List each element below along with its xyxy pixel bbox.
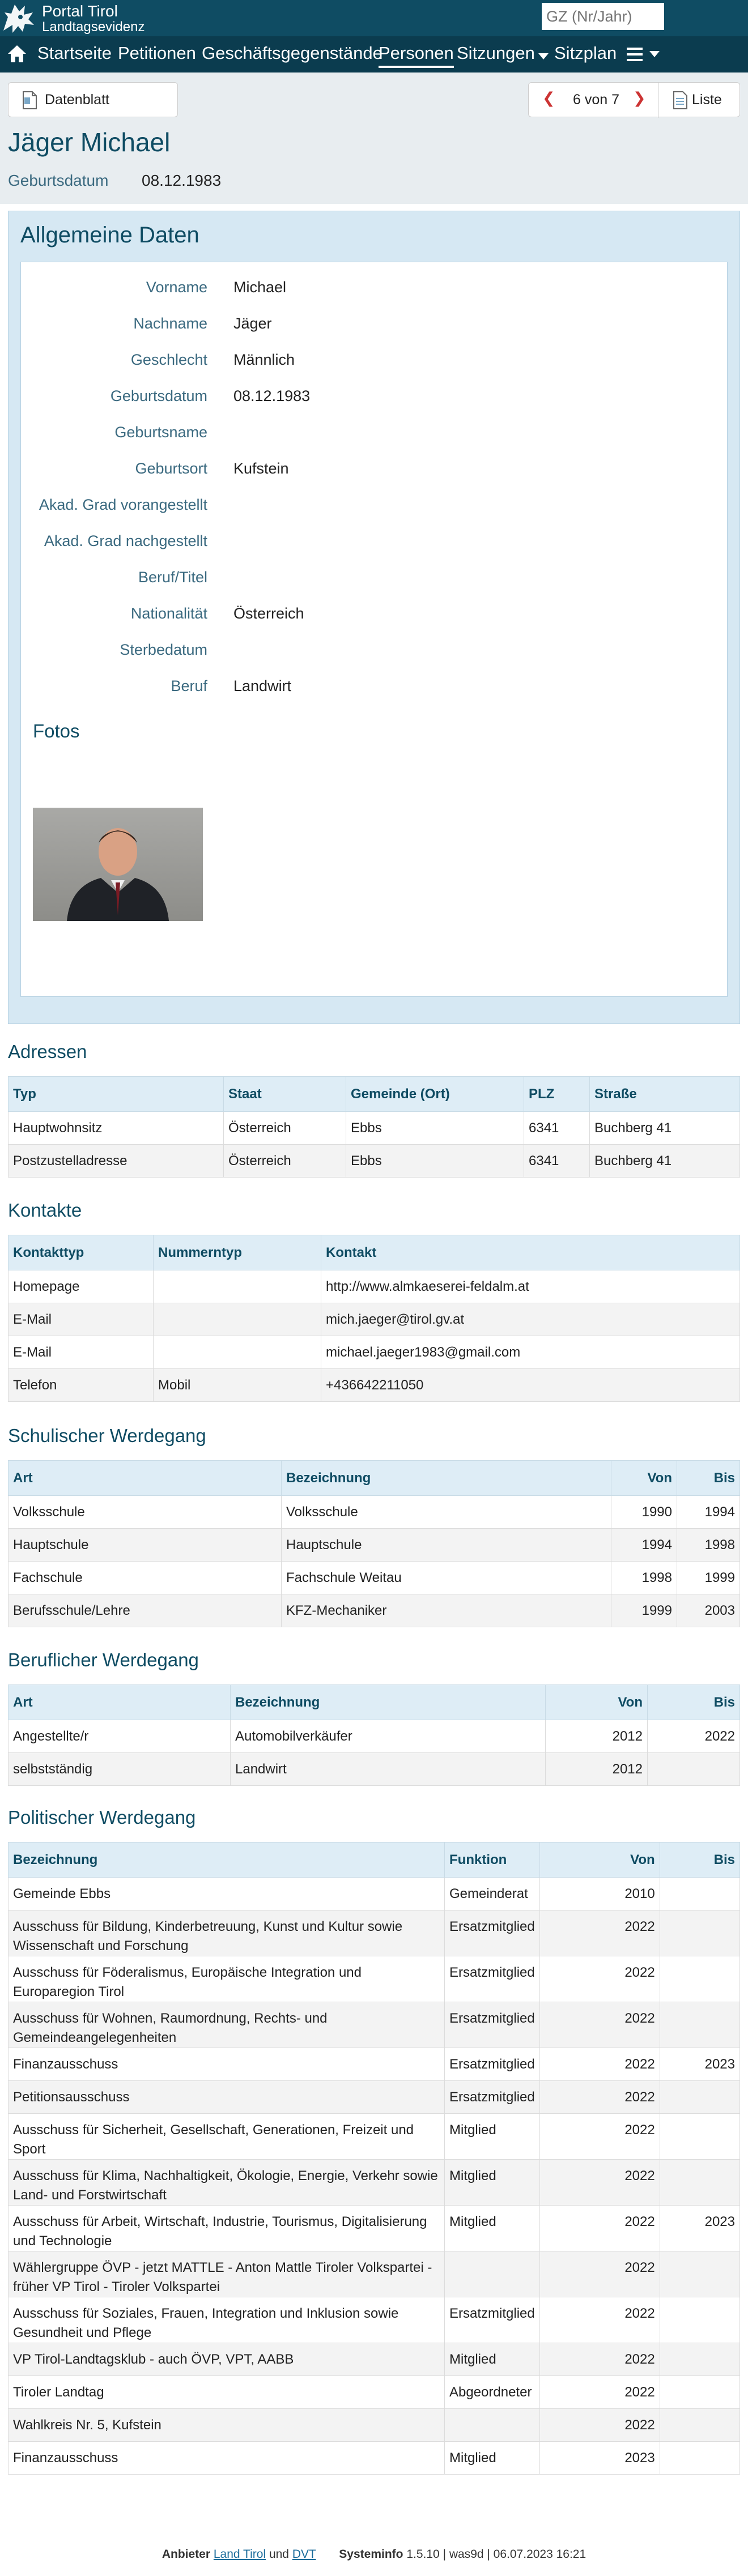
chevron-left-icon[interactable]: ❮ [542, 89, 555, 106]
table-row [8, 1594, 740, 1627]
table-row [8, 1369, 740, 1402]
table-row [8, 1112, 740, 1145]
table-cell [660, 2114, 740, 2160]
table-cell: 2023 [660, 2048, 740, 2081]
table-cell: Volksschule [8, 1496, 282, 1529]
col-header[interactable]: Art [8, 1685, 231, 1720]
table-cell: Mobil [154, 1369, 321, 1402]
table-cell: 6341 [524, 1145, 590, 1178]
person-photo[interactable] [33, 808, 203, 921]
field-value-geburtsort: Kufstein [233, 460, 289, 477]
contact-link[interactable]: michael.jaeger1983@gmail.com [321, 1336, 740, 1369]
table-row [8, 1720, 740, 1753]
col-header[interactable]: Straße [590, 1077, 740, 1112]
brand-title[interactable]: Portal Tirol [42, 2, 118, 20]
table-cell: KFZ-Mechaniker [282, 1594, 611, 1627]
table-cell: Ersatzmitglied [445, 2081, 540, 2114]
field-value-nachname: Jäger [233, 315, 272, 332]
table-row [8, 1753, 740, 1786]
table-cell: Telefon [8, 1369, 154, 1402]
col-header[interactable]: Funktion [445, 1843, 540, 1878]
field-value-geschlecht: Männlich [233, 351, 295, 368]
col-header[interactable]: Von [539, 1843, 660, 1878]
politik-table [8, 1842, 740, 2475]
beruf-table [8, 1684, 740, 1786]
table-cell [660, 2297, 740, 2343]
table-row [8, 2002, 740, 2048]
table-row [8, 1910, 740, 1956]
table-cell: Mitglied [445, 2343, 540, 2376]
table-cell: Gemeinde Ebbs [8, 1878, 445, 1910]
table-cell: 2022 [539, 2081, 660, 2114]
datenblatt-label: Datenblatt [45, 92, 109, 108]
person-name: Jäger Michael [8, 127, 171, 157]
field-value-beruf: Landwirt [233, 677, 292, 694]
table-row [8, 1562, 740, 1594]
table-cell [660, 2343, 740, 2376]
table-cell [660, 2251, 740, 2297]
table-cell: Fachschule Weitau [282, 1562, 611, 1594]
beruf-title: Beruflicher Werdegang [8, 1649, 199, 1670]
nav-sitzplan[interactable]: Sitzplan [554, 43, 617, 63]
table-cell: Hauptschule [282, 1529, 611, 1562]
col-header[interactable]: Bis [648, 1685, 740, 1720]
field-label-nationalitaet: Nationalität [130, 605, 207, 622]
table-cell: 6341 [524, 1112, 590, 1145]
table-cell: 1994 [677, 1496, 740, 1529]
col-header[interactable]: Bezeichnung [8, 1843, 445, 1878]
field-value-nationalitaet: Österreich [233, 605, 304, 622]
table-cell: Mitglied [445, 2206, 540, 2251]
table-cell: Tiroler Landtag [8, 2376, 445, 2409]
field-label-geburtsort: Geburtsort [135, 460, 207, 477]
field-label-beruf: Beruf [171, 677, 207, 694]
table-cell: Volksschule [282, 1496, 611, 1529]
col-header[interactable]: Bezeichnung [282, 1461, 611, 1496]
table-cell: Angestellte/r [8, 1720, 231, 1753]
table-cell: Ersatzmitglied [445, 1910, 540, 1956]
table-cell: Berufsschule/Lehre [8, 1594, 282, 1627]
table-cell: Ersatzmitglied [445, 2048, 540, 2081]
brand-subtitle[interactable]: Landtagsevidenz [42, 19, 145, 35]
fotos-title: Fotos [33, 720, 80, 741]
table-cell: 2012 [546, 1753, 648, 1786]
land-tirol-link[interactable]: Land Tirol [213, 2548, 266, 2561]
nav-sitzungen-label: Sitzungen [457, 43, 535, 63]
field-value-vorname: Michael [233, 279, 287, 296]
table-row [8, 1303, 740, 1336]
chevron-down-icon [649, 51, 660, 57]
table-cell: 2023 [539, 2442, 660, 2475]
table-cell: Landwirt [231, 1753, 546, 1786]
field-label-vorname: Vorname [146, 279, 207, 296]
table-cell: 1994 [611, 1529, 677, 1562]
table-cell: Homepage [8, 1270, 154, 1303]
field-label-akad-grad-vor: Akad. Grad vorangestellt [39, 496, 207, 513]
table-row [8, 2376, 740, 2409]
field-label-geschlecht: Geschlecht [130, 351, 207, 368]
col-header[interactable]: Gemeinde (Ort) [346, 1077, 524, 1112]
pager-count: 6 von 7 [573, 92, 620, 108]
table-cell: Ausschuss für Soziales, Frauen, Integration und Inklusion sowie Gesundheit und Pflege [8, 2297, 445, 2343]
kontakte-table [8, 1235, 740, 1402]
field-label-geburtsdatum: Geburtsdatum [110, 387, 207, 404]
politik-title: Politischer Werdegang [8, 1807, 196, 1828]
table-cell: Ausschuss für Klima, Nachhaltigkeit, Ökologie, Energie, Verkehr sowie Land- und Forstwirtschaft [8, 2160, 445, 2206]
table-row [8, 1529, 740, 1562]
field-label-beruf-titel: Beruf/Titel [138, 569, 207, 586]
table-cell: 2022 [539, 2048, 660, 2081]
nav-sitzungen-dropdown[interactable] [457, 43, 549, 63]
table-cell: 2022 [539, 2251, 660, 2297]
table-cell: 2022 [648, 1720, 740, 1753]
top-header [0, 0, 748, 36]
table-cell: 2022 [539, 1910, 660, 1956]
table-cell [154, 1270, 321, 1303]
table-cell: Mitglied [445, 2160, 540, 2206]
field-label-akad-grad-nach: Akad. Grad nachgestellt [44, 532, 207, 549]
page-footer [0, 2548, 748, 2561]
table-cell: Österreich [224, 1112, 346, 1145]
table-cell: Petitionsausschuss [8, 2081, 445, 2114]
table-cell: E-Mail [8, 1303, 154, 1336]
table-cell: Ersatzmitglied [445, 1956, 540, 2002]
col-header[interactable]: Von [546, 1685, 648, 1720]
table-cell: 2022 [539, 1956, 660, 2002]
col-header[interactable]: Bis [660, 1843, 740, 1878]
table-cell [660, 2376, 740, 2409]
col-header[interactable]: Typ [8, 1077, 224, 1112]
table-cell: Postzustelladresse [8, 1145, 224, 1178]
table-cell: Fachschule [8, 1562, 282, 1594]
table-cell [660, 1910, 740, 1956]
col-header[interactable]: Staat [224, 1077, 346, 1112]
table-cell: Ersatzmitglied [445, 2002, 540, 2048]
table-row [8, 2081, 740, 2114]
table-cell [445, 2409, 540, 2442]
table-cell [154, 1303, 321, 1336]
table-cell: 2022 [539, 2114, 660, 2160]
table-cell: Automobilverkäufer [231, 1720, 546, 1753]
table-cell: Finanzausschuss [8, 2442, 445, 2475]
table-cell: Buchberg 41 [590, 1145, 740, 1178]
table-cell: 2022 [539, 2343, 660, 2376]
table-cell [660, 2081, 740, 2114]
table-cell: Ebbs [346, 1145, 524, 1178]
table-cell: Ausschuss für Bildung, Kinderbetreuung, Kunst und Kultur sowie Wissenschaft und Forschung [8, 1910, 445, 1956]
allgemeine-daten-title: Allgemeine Daten [20, 223, 199, 248]
table-cell: Ausschuss für Föderalismus, Europäische Integration und Europaregion Tirol [8, 1956, 445, 2002]
table-cell: Ausschuss für Sicherheit, Gesellschaft, Generationen, Freizeit und Sport [8, 2114, 445, 2160]
liste-label: Liste [692, 92, 722, 108]
dvt-link[interactable]: DVT [292, 2548, 316, 2561]
table-row [8, 2206, 740, 2251]
table-cell: Abgeordneter [445, 2376, 540, 2409]
field-label-nachname: Nachname [133, 315, 207, 332]
datenblatt-button[interactable] [8, 82, 178, 117]
col-header[interactable]: Von [611, 1461, 677, 1496]
col-header[interactable]: Bezeichnung [231, 1685, 546, 1720]
table-cell: 1990 [611, 1496, 677, 1529]
list-document-icon [672, 91, 688, 110]
table-cell: Ausschuss für Arbeit, Wirtschaft, Industrie, Tourismus, Digitalisierung und Technologie [8, 2206, 445, 2251]
table-cell: 2022 [539, 2160, 660, 2206]
table-cell: 2022 [539, 2297, 660, 2343]
table-row [8, 1956, 740, 2002]
table-cell: Ersatzmitglied [445, 2297, 540, 2343]
table-cell: Österreich [224, 1145, 346, 1178]
systeminfo-label: Systeminfo [339, 2548, 403, 2561]
table-cell: Buchberg 41 [590, 1112, 740, 1145]
table-cell [648, 1753, 740, 1786]
table-cell: 2012 [546, 1720, 648, 1753]
chevron-right-icon[interactable]: ❯ [633, 89, 646, 106]
table-cell: 1998 [677, 1529, 740, 1562]
table-row [8, 1336, 740, 1369]
table-cell: Gemeinderat [445, 1878, 540, 1910]
table-row [8, 2114, 740, 2160]
nav-petitionen[interactable]: Petitionen [118, 43, 196, 63]
schule-title: Schulischer Werdegang [8, 1425, 206, 1446]
table-row [8, 2409, 740, 2442]
adressen-table [8, 1076, 740, 1178]
record-pager [528, 82, 740, 117]
geburtsdatum-label: Geburtsdatum [8, 172, 109, 189]
nav-personen[interactable]: Personen [379, 43, 454, 68]
table-row [8, 2297, 740, 2343]
table-cell: selbstständig [8, 1753, 231, 1786]
table-cell [660, 2002, 740, 2048]
table-cell: 1998 [611, 1562, 677, 1594]
table-cell [660, 2160, 740, 2206]
col-header[interactable]: Kontakttyp [8, 1235, 154, 1270]
table-row [8, 2343, 740, 2376]
table-row [8, 2160, 740, 2206]
table-cell: VP Tirol-Landtagsklub - auch ÖVP, VPT, AABB [8, 2343, 445, 2376]
home-icon[interactable] [7, 44, 27, 63]
table-cell [660, 2442, 740, 2475]
table-row [8, 1270, 740, 1303]
table-row [8, 1496, 740, 1529]
field-label-sterbedatum: Sterbedatum [120, 641, 207, 658]
kontakte-title: Kontakte [8, 1200, 82, 1221]
table-cell: 2022 [539, 2206, 660, 2251]
main-nav [0, 36, 748, 72]
table-cell [445, 2251, 540, 2297]
table-cell: Ausschuss für Wohnen, Raumordnung, Rechts- und Gemeindeangelegenheiten [8, 2002, 445, 2048]
table-row [8, 1145, 740, 1178]
nav-startseite[interactable]: Startseite [37, 43, 112, 63]
table-row [8, 1878, 740, 1910]
schule-table [8, 1460, 740, 1627]
nav-more-menu[interactable] [623, 43, 661, 66]
field-label-geburtsname: Geburtsname [114, 424, 207, 441]
table-cell: 1999 [611, 1594, 677, 1627]
table-cell: 2023 [660, 2206, 740, 2251]
anbieter-label: Anbieter [162, 2548, 211, 2561]
table-row [8, 2442, 740, 2475]
table-cell: 2022 [539, 2002, 660, 2048]
table-cell: 2003 [677, 1594, 740, 1627]
table-cell: 1999 [677, 1562, 740, 1594]
nav-geschaeftsgegenstaende[interactable]: Geschäftsgegenstände [202, 43, 382, 63]
contact-link[interactable]: mich.jaeger@tirol.gv.at [321, 1303, 740, 1336]
col-header[interactable]: PLZ [524, 1077, 590, 1112]
table-cell [660, 1878, 740, 1910]
table-cell: Mitglied [445, 2442, 540, 2475]
table-cell [154, 1336, 321, 1369]
table-row [8, 2251, 740, 2297]
table-cell: 2022 [539, 2376, 660, 2409]
document-icon [21, 91, 38, 110]
col-header[interactable]: Nummerntyp [154, 1235, 321, 1270]
col-header[interactable]: Bis [677, 1461, 740, 1496]
chevron-down-icon [538, 53, 549, 59]
table-cell: Finanzausschuss [8, 2048, 445, 2081]
field-value-geburtsdatum: 08.12.1983 [233, 387, 311, 404]
liste-button[interactable] [665, 83, 741, 118]
table-row [8, 2048, 740, 2081]
table-cell: Mitglied [445, 2114, 540, 2160]
table-cell [660, 1956, 740, 2002]
col-header[interactable]: Art [8, 1461, 282, 1496]
table-cell: Wählergruppe ÖVP - jetzt MATTLE - Anton Mattle Tiroler Volkspartei - früher VP Tirol - Tiroler Volkspartei [8, 2251, 445, 2297]
table-cell: Wahlkreis Nr. 5, Kufstein [8, 2409, 445, 2442]
table-cell [660, 2409, 740, 2442]
systeminfo-value: 1.5.10 | was9d | 06.07.2023 16:21 [406, 2548, 586, 2561]
table-cell: Hauptschule [8, 1529, 282, 1562]
geburtsdatum-value: 08.12.1983 [142, 172, 222, 189]
tirol-eagle-logo-icon[interactable] [0, 0, 37, 36]
table-cell: 2010 [539, 1878, 660, 1910]
table-cell: Hauptwohnsitz [8, 1112, 224, 1145]
table-cell: Ebbs [346, 1112, 524, 1145]
table-cell: E-Mail [8, 1336, 154, 1369]
table-cell: 2022 [539, 2409, 660, 2442]
gz-search-input[interactable] [542, 3, 664, 30]
adressen-title: Adressen [8, 1041, 87, 1062]
contact-link[interactable]: http://www.almkaeserei-feldalm.at [321, 1270, 740, 1303]
contact-link[interactable]: +436642211050 [321, 1369, 740, 1402]
col-header[interactable]: Kontakt [321, 1235, 740, 1270]
footer-und: und [269, 2548, 289, 2561]
hamburger-icon [627, 48, 643, 61]
